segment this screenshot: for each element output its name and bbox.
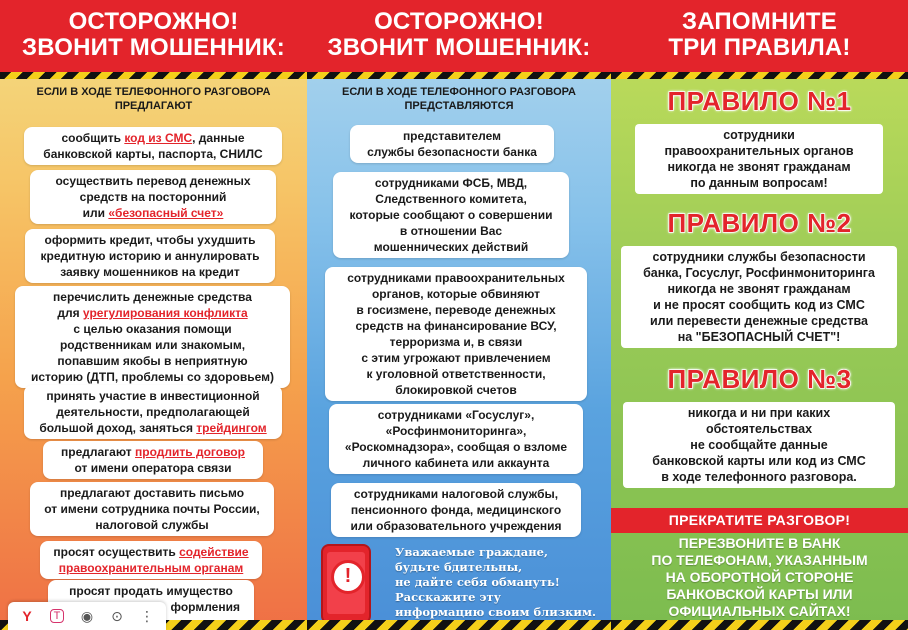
card-text: которые сообщают о совершении bbox=[349, 208, 553, 222]
rule-text: и не просят сообщить код из СМС bbox=[653, 298, 865, 312]
appeal-line: информацию своим близким. bbox=[395, 605, 596, 619]
header-title-line1: ЗАПОМНИТЕ bbox=[681, 8, 837, 35]
more-icon[interactable] bbox=[135, 605, 159, 627]
card-text: в отношении Вас bbox=[399, 224, 503, 238]
impersonation-card bbox=[331, 483, 581, 537]
more-glyph: ⋮ bbox=[140, 607, 154, 624]
hazard-stripe bbox=[307, 72, 611, 79]
column-fraud-impersonation bbox=[307, 0, 611, 630]
column-three-rules bbox=[611, 0, 908, 630]
card-text: историю (ДТП, проблемы со здоровьем) bbox=[30, 370, 275, 384]
impersonation-card bbox=[325, 267, 587, 401]
card-text: налоговой службы bbox=[95, 518, 209, 532]
alert-icon bbox=[331, 560, 365, 594]
rule-text: или перевести денежные средства bbox=[650, 314, 868, 328]
yandex-icon[interactable] bbox=[15, 605, 39, 627]
header-banner bbox=[611, 0, 908, 72]
subtitle-line: ЕСЛИ В ХОДЕ ТЕЛЕФОННОГО РАЗГОВОРА bbox=[342, 86, 576, 98]
subtitle-line: ПРЕДЛАГАЮТ bbox=[114, 100, 193, 112]
offer-card bbox=[24, 385, 282, 439]
highlight-text: трейдингом bbox=[196, 421, 267, 435]
subtitle-line: ЕСЛИ В ХОДЕ ТЕЛЕФОННОГО РАЗГОВОРА bbox=[36, 86, 271, 98]
rule-text: никогда не звонят гражданам bbox=[667, 282, 851, 296]
appeal-line: будьте бдительны, bbox=[395, 560, 523, 574]
subtitle-line: ПРЕДСТАВЛЯЮТСЯ bbox=[404, 100, 514, 112]
card-text: с целью оказания помощи bbox=[73, 322, 232, 336]
rule-text: на "БЕЗОПАСНЫЙ СЧЕТ"! bbox=[677, 330, 841, 344]
card-text: службы безопасности банка bbox=[367, 145, 537, 159]
eye-icon[interactable] bbox=[75, 605, 99, 627]
callback-text bbox=[611, 535, 908, 620]
header-title-line2: ЗВОНИТ МОШЕННИК: bbox=[22, 34, 285, 61]
card-text: предлагают доставить письмо bbox=[59, 486, 245, 500]
translate-icon[interactable] bbox=[45, 605, 69, 627]
card-text: принять участие в инвестиционной bbox=[46, 389, 260, 403]
card-text: личного кабинета или аккаунта bbox=[362, 456, 550, 470]
rule-text: никогда не звонят гражданам bbox=[667, 160, 851, 174]
translate-glyph: T bbox=[50, 609, 65, 623]
header-title-line2: ЗВОНИТ МОШЕННИК: bbox=[327, 34, 591, 61]
rule-3-card bbox=[623, 402, 895, 488]
eye-glyph: ◉ bbox=[80, 607, 94, 624]
card-text: органов, которые обвиняют bbox=[371, 287, 541, 301]
card-text: оформить кредит, чтобы ухудшить bbox=[44, 233, 256, 247]
rule-1-card bbox=[635, 124, 883, 194]
rule-text: никогда и ни при каких bbox=[687, 406, 831, 420]
header-banner bbox=[307, 0, 611, 72]
rule-text: не сообщайте данные bbox=[690, 438, 828, 452]
card-text: или образовательного учреждения bbox=[350, 519, 562, 533]
card-text: деятельности, предполагающей bbox=[56, 405, 250, 419]
callback-line: ОФИЦИАЛЬНЫХ САЙТАХ! bbox=[668, 603, 851, 619]
rule-text: обстоятельствах bbox=[705, 422, 813, 436]
impersonation-card bbox=[333, 172, 569, 258]
card-text: мошеннических действий bbox=[373, 240, 529, 254]
card-text: от имени сотрудника почты России, bbox=[44, 502, 260, 516]
card-text: просят продать имущество bbox=[69, 584, 233, 598]
section-subtitle bbox=[307, 85, 611, 113]
header-banner bbox=[0, 0, 307, 72]
card-text: средств на посторонний bbox=[79, 190, 227, 204]
appeal-line: Уважаемые граждане, bbox=[395, 545, 548, 559]
header-title-line1: ОСТОРОЖНО! bbox=[374, 8, 544, 35]
hazard-stripe bbox=[0, 72, 307, 79]
rule-1-title: ПРАВИЛО №1 bbox=[667, 86, 852, 116]
card-text: Следственного комитета, bbox=[375, 192, 527, 206]
offer-card bbox=[43, 441, 263, 479]
card-text: сотрудниками правоохранительных bbox=[347, 271, 565, 285]
card-text: родственникам или знакомым, bbox=[59, 338, 246, 352]
offer-card bbox=[30, 170, 276, 224]
card-text: предлагают bbox=[61, 445, 136, 459]
card-text: , данные bbox=[192, 131, 245, 145]
highlight-text: содействие bbox=[179, 545, 249, 559]
offer-card bbox=[15, 286, 290, 388]
card-text: средств на финансирование ВСУ, bbox=[355, 319, 557, 333]
card-text: большой доход, заняться bbox=[39, 421, 197, 435]
callback-line: БАНКОВСКОЙ КАРТЫ ИЛИ bbox=[666, 586, 853, 602]
camera-glyph: ⊙ bbox=[111, 607, 123, 624]
card-text: попавшим якобы в неприятную bbox=[57, 354, 248, 368]
card-text: кредитную историю и аннулировать bbox=[40, 249, 260, 263]
impersonation-card bbox=[329, 404, 583, 474]
card-text: к уголовной ответственности, bbox=[366, 367, 546, 381]
card-text: «Роскомнадзора», сообщая о взломе bbox=[344, 440, 568, 454]
header-title-line1: ОСТОРОЖНО! bbox=[68, 8, 239, 35]
callback-line: ПО ТЕЛЕФОНАМ, УКАЗАННЫМ bbox=[651, 552, 868, 568]
card-text: сотрудниками налоговой службы, bbox=[353, 487, 559, 501]
highlight-text: правоохранительным органам bbox=[58, 561, 244, 575]
card-text: перечислить денежные средства bbox=[53, 290, 252, 304]
rule-text: в ходе телефонного разговора. bbox=[661, 470, 857, 484]
offer-card bbox=[40, 541, 262, 579]
card-text: терроризма и, в связи bbox=[389, 335, 523, 349]
appeal-line: не дайте себя обмануть! bbox=[395, 575, 560, 589]
card-text: с этим угрожают привлечением bbox=[361, 351, 551, 365]
card-text: формления bbox=[170, 600, 240, 614]
camera-icon[interactable] bbox=[105, 605, 129, 627]
rule-text: банковской карты или код из СМС bbox=[652, 454, 866, 468]
appeal-text bbox=[395, 545, 607, 620]
highlight-text: урегулирования конфликта bbox=[82, 306, 248, 320]
rule-text: по данным вопросам! bbox=[690, 176, 828, 190]
card-text: «Росфинмониторинга», bbox=[385, 424, 527, 438]
section-subtitle bbox=[0, 85, 307, 113]
offer-card bbox=[24, 127, 282, 165]
card-text: просят осуществить bbox=[53, 545, 180, 559]
card-text: для bbox=[57, 306, 83, 320]
card-text: сообщить bbox=[61, 131, 125, 145]
card-text: сотрудниками «Госуслуг», bbox=[377, 408, 535, 422]
impersonation-card bbox=[350, 125, 554, 163]
rule-2-title: ПРАВИЛО №2 bbox=[667, 208, 852, 238]
rule-text: банка, Госуслуг, Росфинмониторинга bbox=[643, 266, 875, 280]
card-text: осуществить перевод денежных bbox=[55, 174, 251, 188]
card-text: банковской карты, паспорта, СНИЛС bbox=[43, 147, 263, 161]
card-text: блокировкой счетов bbox=[395, 383, 517, 397]
hazard-stripe bbox=[611, 72, 908, 79]
highlight-text: «безопасный счет» bbox=[108, 206, 224, 220]
card-text: сотрудниками ФСБ, МВД, bbox=[374, 176, 528, 190]
rule-text: сотрудники службы безопасности bbox=[652, 250, 866, 264]
hazard-stripe bbox=[307, 620, 611, 630]
appeal-line: Расскажите эту bbox=[395, 590, 501, 604]
callback-line: НА ОБОРОТНОЙ СТОРОНЕ bbox=[665, 569, 854, 585]
card-text: пенсионного фонда, медицинского bbox=[350, 503, 562, 517]
offer-card bbox=[25, 229, 275, 283]
card-text: заявку мошенников на кредит bbox=[60, 265, 240, 279]
rule-3-title: ПРАВИЛО №3 bbox=[667, 364, 852, 394]
card-text: от имени оператора связи bbox=[74, 461, 232, 475]
highlight-text: код из СМС bbox=[124, 131, 193, 145]
header-title-line2: ТРИ ПРАВИЛА! bbox=[668, 34, 851, 61]
yandex-glyph: Y bbox=[22, 608, 32, 624]
offer-card bbox=[30, 482, 274, 536]
callback-line: ПЕРЕЗВОНИТЕ В БАНК bbox=[678, 535, 841, 551]
browser-floating-toolbar bbox=[8, 602, 166, 630]
column-fraud-offers bbox=[0, 0, 307, 630]
card-text: в госизмене, переводе денежных bbox=[356, 303, 556, 317]
rule-text: правоохранительных органов bbox=[664, 144, 854, 158]
card-text: или bbox=[82, 206, 109, 220]
rule-text: сотрудники bbox=[723, 128, 795, 142]
stop-call-banner: ПРЕКРАТИТЕ РАЗГОВОР! bbox=[611, 508, 908, 533]
rule-2-card bbox=[621, 246, 897, 348]
highlight-text: продлить договор bbox=[135, 445, 245, 459]
hazard-stripe bbox=[611, 620, 908, 630]
card-text: представителем bbox=[402, 129, 502, 143]
